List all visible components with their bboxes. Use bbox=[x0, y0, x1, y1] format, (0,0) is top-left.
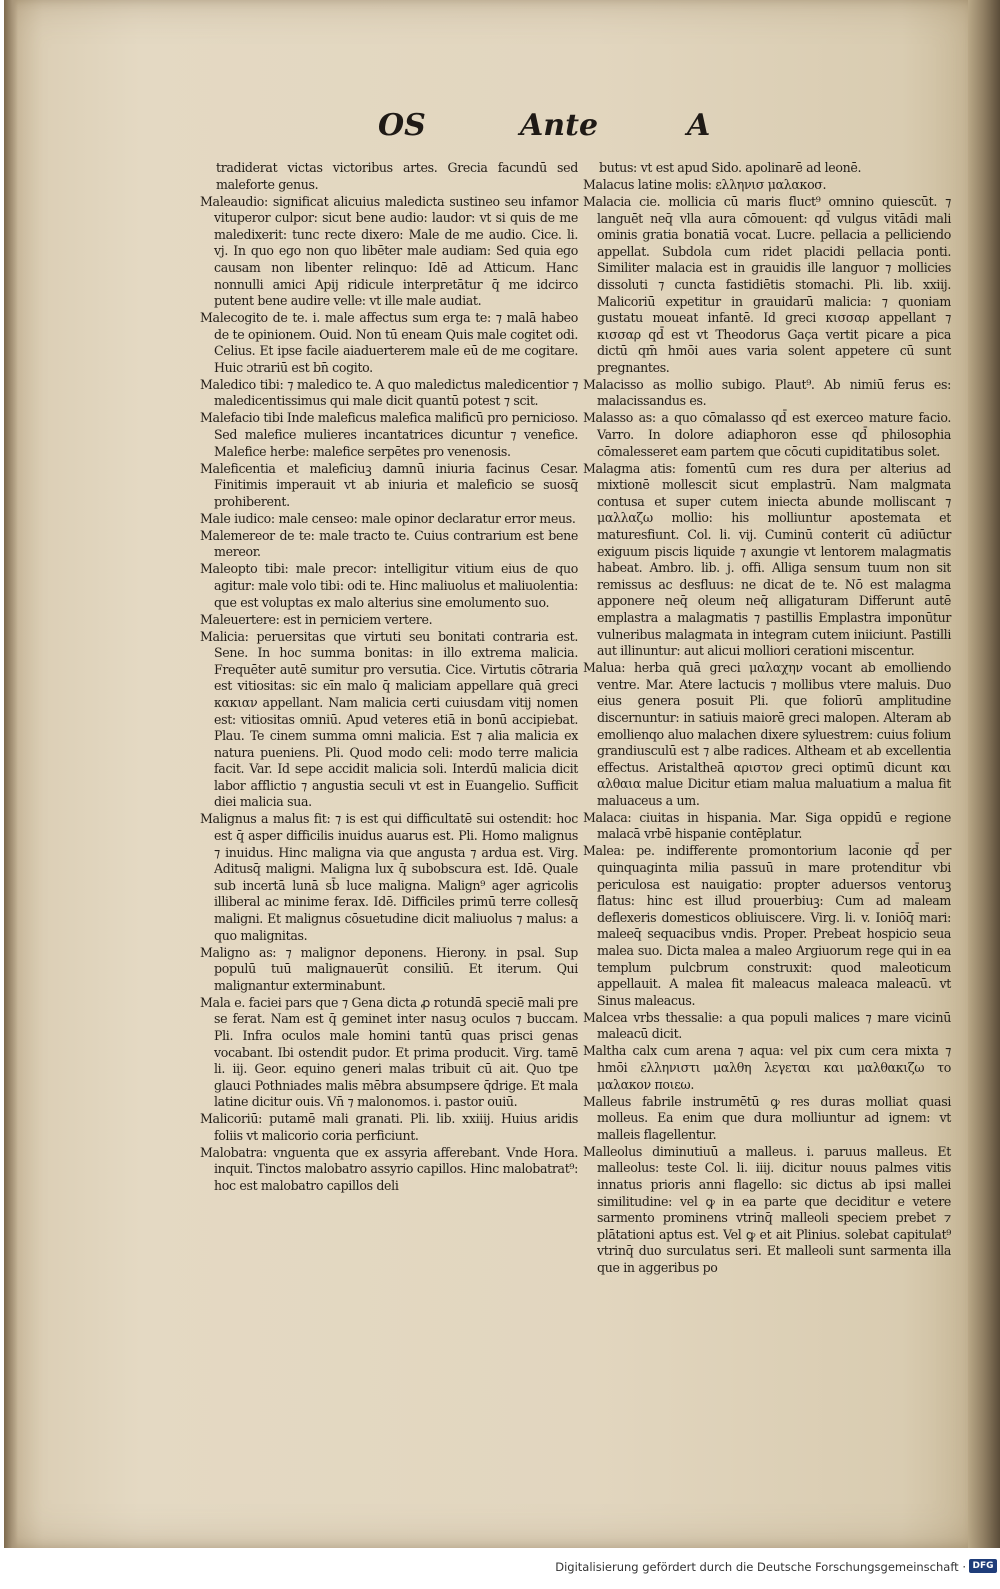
running-head bbox=[0, 108, 1000, 156]
binding-gutter bbox=[4, 0, 18, 1548]
entry-continuation: tradiderat victas victoribus artes. Grecia facundū sed maleforte genus. bbox=[216, 160, 578, 192]
dictionary-entry: Malua: herba quā greci μαλαχην vocant ab emolliendo ventre. Mar. Atere lactucis ⁊ mollibus vtere maluis. Duo eius genera posuit Pli. que foliorū amplitudine discernuntur: in satiuis maiorē greci malopen. Alteram ab emollienqo aluo malachen dixere syluestrem: cuius folium grandiusculū est ⁊ albe radices. Altheam et ab excellentia effectus. Aristaltheā αριστον greci optimū dicunt και αλθαια malue Dicitur etiam malua maluatium a malua fit maluaceus a um. bbox=[583, 660, 951, 808]
dictionary-entry: Maledico tibi: ⁊ maledico te. A quo maledictus maledicentior ⁊ maledicentissimus qui male dicit quantū potest ⁊ scit. bbox=[200, 376, 578, 409]
dictionary-entry: Malicoriū: putamē mali granati. Pli. lib. xxiiij. Huius aridis foliis vt malicorio coria perficiunt. bbox=[200, 1111, 578, 1143]
funding-credit: Digitalisierung gefördert durch die Deutsche Forschungsgemeinschaft · bbox=[555, 1560, 966, 1574]
running-head-middle: Ante bbox=[520, 108, 599, 143]
dictionary-entry: Malaca: ciuitas in hispania. Mar. Siga oppidū e regione malacā vrbē hispanie contēplatur. bbox=[583, 809, 951, 842]
dictionary-entry: Malleolus diminutiuū a malleus. i. paruus malleus. Et malleolus: teste Col. li. iiij. dicitur nouus palmes vitis innatus prioris anni flagello: sic dictus ab ipsi mallei similitudine: vel ꝙ in ea parte que deciditur e vetere sarmento prominens vtrinq̄ malleoli speciem prebet ⁊ plātationi aptus est. Vel ꝙ et ait Plinius. solebat capitulat⁹ vtrinq̄ duo surculatus seri. Et malleoli sunt sarmenta illa que in aggeribus po bbox=[583, 1143, 951, 1275]
dictionary-entry: Malefacio tibi Inde maleficus malefica malificū pro pernicioso. Sed malefice mulieres incantatrices dicuntur ⁊ venefice. Malefice herbe: malefice serpētes pro venenosis. bbox=[200, 410, 578, 459]
dictionary-entry: Malecogito de te. i. male affectus sum erga te: ⁊ malā habeo de te opinionem. Ouid. Non tū eneam Quis male cogitet odi. Celius. Et ipse facile aiaduerterem male eū de me cogitare. Huic ɔtrariū est bn̄ cogito. bbox=[200, 310, 578, 375]
dictionary-entry: Mala e. faciei pars que ⁊ Gena dicta ꝓ rotundā speciē mali pre se ferat. Nam est q̄ geminet inter nasuꝫ oculos ⁊ buccam. Pli. Infra oculos male homini tantū quas prisci genas vocabant. Ibi ostendit pudor. Et prima producit. Virg. tamē li. iij. Geor. equino generi malas tribuit cū ait. Quo tpe glauci Pothniades malis mēbra absumpsere q̄drige. Et mala latine dicitur ouis. Vn̄ ⁊ malonomos. i. pastor ouiū. bbox=[200, 994, 578, 1110]
dictionary-entry: Malcea vrbs thessalie: a qua populi malices ⁊ mare vicinū maleacū dicit. bbox=[583, 1009, 951, 1042]
dfg-logo: DFG bbox=[969, 1559, 997, 1573]
dictionary-entry: Male iudico: male censeo: male opinor declaratur error meus. bbox=[200, 510, 576, 526]
dictionary-entry: Maleopto tibi: male precor: intelligitur vitium eius de quo agitur: male volo tibi: odi te. Hinc maliuolus et maliuolentia: que est voluptas ex malo alterius sine emolumento suo. bbox=[200, 561, 578, 610]
dictionary-entry: Maleaudio: significat alicuius maledicta sustineo seu infamor vituperor culpor: sicut bene audio: laudor: vt si quis de me maledixerit: tunc recte dixero: Male de me audio. Cice. li. vj. In quo ego non quo libēter male audiam: Sed quia ego causam non libenter relinquo: Idē ad Atticum. Hanc nonnulli amici Apij ridicule interpretātur q̄ me idcirco putent bene audire velle: vt ille male audiat. bbox=[200, 193, 578, 309]
dictionary-entry: Maleuertere: est in perniciem vertere. bbox=[200, 611, 433, 627]
dictionary-entry: Malicia: peruersitas que virtuti seu bonitati contraria est. Sene. In hoc summa bonitas: in illo extrema malicia. Frequēter autē sumitur pro versutia. Cice. Virtutis cōtraria est vitiositas: sic eīn malo q̄ maliciam appellare quā greci κακιαν appellant. Nam malicia certi cuiusdam vitij nomen est: vitiositas omniū. Apud veteres etiā in bonū accipiebat. Plau. Te cinem summa omni malicia. Est ⁊ alia malicia ex natura pueniens. Pli. Quod modo celi: modo terre malicia facit. Var. Id sepe accidit malicia soli. Interdū malicia dicit labor afflictio ⁊ angustia seculi vt est in Euangelio. Sufficit diei malicia sua. bbox=[200, 628, 578, 810]
page-edge bbox=[968, 0, 1000, 1548]
entry-continuation: butus: vt est apud Sido. apolinarē ad leonē. bbox=[599, 160, 862, 175]
dictionary-entry: Maltha calx cum arena ⁊ aqua: vel pix cum cera mixta ⁊ hmōi ελληνιστι μαλθη λεγεται και μαλθακιζω το μαλακον ποιεω. bbox=[583, 1043, 951, 1092]
dictionary-entry: Malignus a malus fit: ⁊ is est qui difficultatē sui ostendit: hoc est q̄ asper difficilis inuidus auarus est. Pli. Homo malignus ⁊ inuidus. Hinc maligna via que angusta ⁊ ardua est. Virg. Aditusq̄ maligni. Maligna lux q̄ subobscura est. Idē. Quale sub incertā lunā sb̄ luce maligna. Malign⁹ ager agricolis illiberal ac minime ferax. Idē. Difficiles primū terre collesq̄ maligni. Et malignus cōsuetudine dicit maliuolus ⁊ malus: a quo malignitas. bbox=[200, 811, 578, 943]
dictionary-entry: Malea: pe. indifferente promontorium laconie qd̄ per quinquaginta milia passuū in mare protenditur vbi periculosa est nauigatio: propter aduersos ventoruꝫ flatus: hinc est illud prouerbiuꝫ: Cum ad maleam deflexeris domesticos obliuiscere. Virg. li. v. Ioniōq̄ mari: maleeq̄ sequacibus vndis. Proper. Prebeat hospicio seua malea suo. Dicta malea a maleo Argiuorum rege qui in ea templum pulcbrum construxit: quod maleoticum appellauit. A malea fit maleacus maleaca maleacū. vt Sinus maleacus. bbox=[583, 843, 951, 1008]
dictionary-entry: Maligno as: ⁊ malignor deponens. Hierony. in psal. Sup populū tuū malignauerūt consiliū. Et iterum. Qui malignantur exterminabunt. bbox=[200, 944, 578, 993]
dictionary-entry: Malacus latine molis: ελληνισ μαλακοσ. bbox=[583, 176, 827, 192]
digitization-footer bbox=[0, 1548, 1000, 1589]
dictionary-entry: Malasso as: a quo cōmalasso qd̄ est exerceo mature facio. Varro. In dolore adiaphoron esse qd̄ philosophia cōmalesseret eam partem que cōcuti cupiditatibus solet. bbox=[583, 410, 951, 459]
running-head-left: OS bbox=[378, 108, 426, 143]
dictionary-entry: Malobatra: vnguenta que ex assyria afferebant. Vnde Hora. inquit. Tinctos malobatro assyrio capillos. Hinc malobatrat⁹: hoc est malobatro capillos deli bbox=[200, 1144, 578, 1194]
dictionary-entry: Malacisso as mollio subigo. Plaut⁹. Ab nimiū ferus es: malacissandus es. bbox=[583, 376, 951, 409]
dictionary-entry: Malleus fabrile instrumētū ꝙ res duras molliat quasi molleus. Ea enim que dura molliuntur ad ignem: vt malleis flagellentur. bbox=[583, 1093, 951, 1142]
left-text-column bbox=[200, 160, 578, 1195]
dictionary-entry: Maleficentia et maleficiuꝫ damnū iniuria facinus Cesar. Finitimis imperauit vt ab iniuria et maleficio se suosq̄ prohiberent. bbox=[200, 460, 578, 509]
dictionary-entry: Malacia cie. mollicia cū maris fluct⁹ omnino quiescūt. ⁊ languēt neq̄ vlla aura cōmouent: qd̄ vulgus vitādi mali ominis gratia bonatiā vocat. Lucre. pellacia a pelliciendo appellat. Subdola cum ridet placidi pellacia ponti. Similiter malacia est in grauidis ille languor ⁊ mollicies dissoluti ⁊ cuncta fastidiētis stomachi. Pli. lib. xxiij. Malicoriū expetitur in grauidarū malicia: ⁊ quoniam gustatu moueat infantē. Id greci κισσαρ appellant ⁊ κισσαρ qd̄ est vt Theodorus Gaça vertit picare a pica dictū qm̄ hmōi aues varia solent appetere cū sunt pregnantes. bbox=[583, 193, 951, 375]
running-head-right: A bbox=[687, 108, 711, 143]
dictionary-entry: Malemereor de te: male tracto te. Cuius contrarium est bene mereor. bbox=[200, 527, 578, 560]
right-text-column bbox=[583, 160, 951, 1277]
dictionary-entry: Malagma atis: fomentū cum res dura per alterius ad mixtionē mollescit sicut emplastrū. Nam malgmata contusa et super cutem iniecta abunde molliscant ⁊ μαλλαζω mollio: his molliuntur apostemata et maturesfiunt. Col. li. vij. Cuminū conterit cū adiūctur exiguum piscis liquide ⁊ axungie vt lentorem malagmatis habeat. Ambro. lib. j. offi. Alliga sensum tuum non sit remissus ac desfluus: ne dicat de te. Nō est malagma apponere neq̄ oleum neq̄ alligaturam Differunt autē emplastra a malagmatis ⁊ pastillis Emplastra imponūtur vulneribus malagmata in integram cutem iniiciunt. Pastilli aut illinuntur: aut alicui molliori cerationi miscentur. bbox=[583, 460, 951, 659]
